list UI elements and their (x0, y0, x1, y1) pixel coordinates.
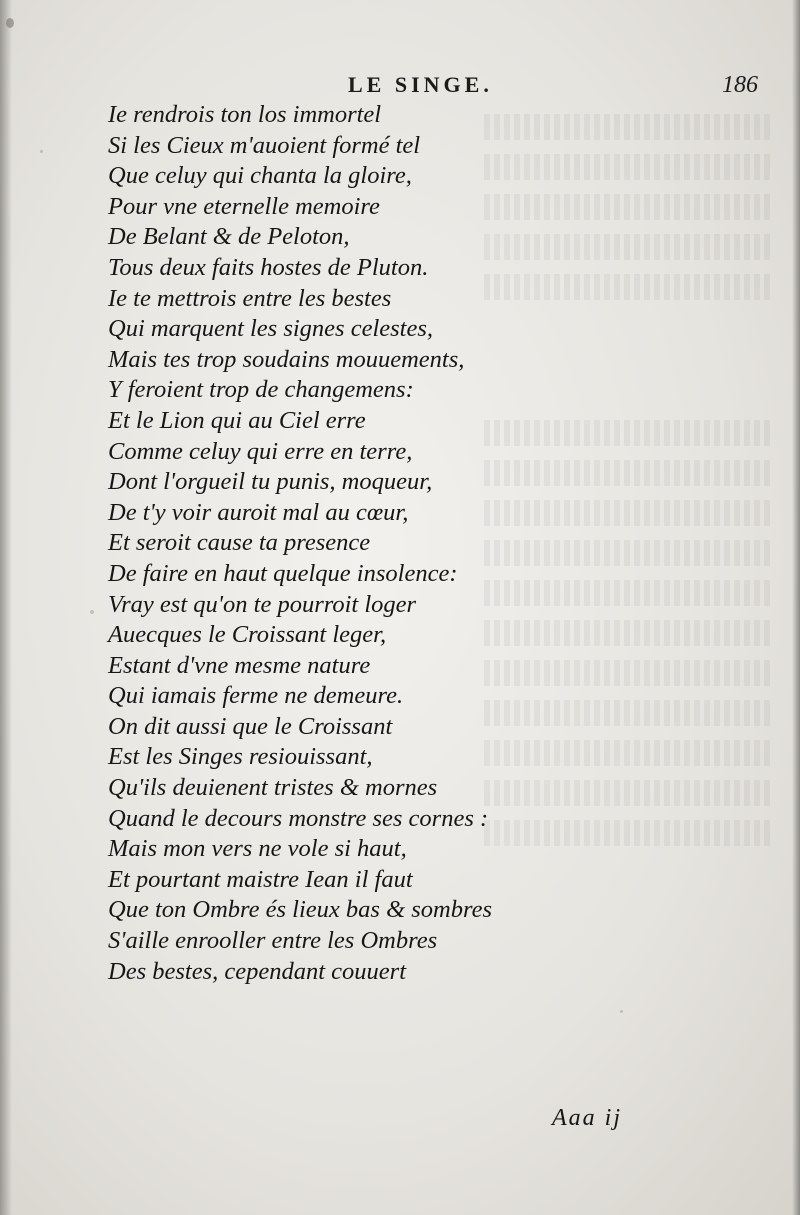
verse-line: Vray est qu'on te pourroit loger (108, 590, 417, 618)
running-title: LE SINGE. (348, 72, 493, 97)
verse-line: Y feroient trop de changemens: (108, 376, 414, 404)
verse-line: Est les Singes resiouissant, (108, 743, 373, 771)
verse-line: Qu'ils deuienent tristes & mornes (108, 774, 438, 802)
verse-line: Auecques le Croissant leger, (108, 621, 387, 649)
ink-speck (90, 610, 94, 614)
verse-line: On dit aussi que le Croissant (108, 712, 393, 740)
verse-line: Que celuy qui chanta la gloire, (108, 162, 412, 190)
verse-line: Mais mon vers ne vole si haut, (108, 835, 407, 863)
verse-line: Qui iamais ferme ne demeure. (108, 682, 404, 710)
verse-line: Quand le decours monstre ses cornes : (108, 804, 489, 832)
verse-line: Mais tes trop soudains mouuements, (108, 345, 465, 373)
verse-line: Et le Lion qui au Ciel erre (108, 406, 366, 434)
verse-line: Et seroit cause ta presence (108, 529, 371, 557)
signature-mark: Aaa ij (552, 1105, 622, 1131)
verse-line: S'aille enrooller entre les Ombres (108, 927, 438, 955)
verse-line: Ie rendrois ton los immortel (108, 101, 382, 128)
verse-line: Comme celuy qui erre en terre, (108, 437, 413, 465)
verse-line: Qui marquent les signes celestes, (108, 315, 434, 343)
page-number: 186 (722, 72, 758, 98)
verse-block (108, 100, 668, 987)
verse-line: Pour vne eternelle memoire (108, 192, 380, 220)
ink-speck (40, 150, 43, 153)
verse-line: Tous deux faits hostes de Pluton. (108, 253, 429, 281)
page-shadow-right (792, 0, 800, 1215)
ink-speck (6, 18, 14, 28)
verse-line: De t'y voir auroit mal au cœur, (108, 498, 409, 526)
verse-line: Que ton Ombre és lieux bas & sombres (108, 896, 493, 924)
verse-line: Et pourtant maistre Iean il faut (108, 865, 413, 893)
verse-line: De faire en haut quelque insolence: (108, 559, 458, 587)
verse-line: Si les Cieux m'auoient formé tel (108, 131, 421, 159)
verse-line: Estant d'vne mesme nature (108, 651, 371, 679)
page-shadow-left (0, 0, 12, 1215)
verse-line: Dont l'orgueil tu punis, moqueur, (108, 468, 433, 496)
verse-line: Ie te mettrois entre les bestes (108, 284, 392, 312)
ink-speck (620, 1010, 623, 1013)
verse-line: Des bestes, cependant couuert (108, 957, 406, 985)
verse-line: De Belant & de Peloton, (108, 223, 350, 251)
